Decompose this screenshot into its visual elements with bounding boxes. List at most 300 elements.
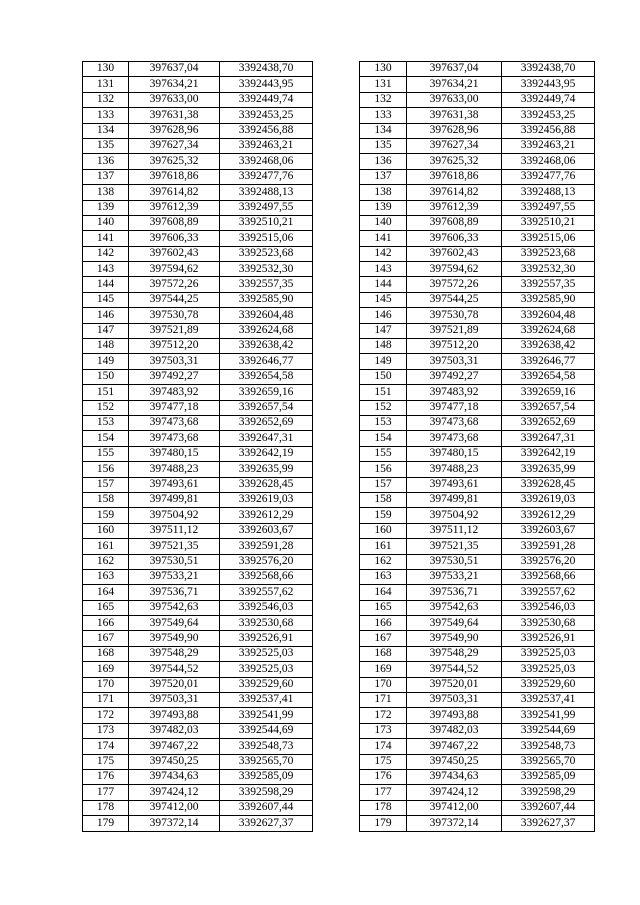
table-row [83,200,595,215]
left-y-coordinate-cell: 3392548,73 [220,739,313,754]
right-point-number-cell: 149 [360,354,407,369]
left-y-coordinate-cell: 3392453,25 [220,108,313,123]
right-x-coordinate-cell: 397520,01 [407,677,502,692]
right-point-number-cell: 146 [360,308,407,323]
right-point-number-cell: 158 [360,492,407,507]
table-row [83,585,595,600]
right-point-number-cell: 165 [360,600,407,615]
left-point-number-cell: 157 [83,477,129,492]
left-point-number-cell: 161 [83,539,129,554]
right-point-number-cell: 154 [360,431,407,446]
column-spacer [313,769,360,784]
right-y-coordinate-cell: 3392619,03 [502,492,595,507]
left-point-number-cell: 162 [83,554,129,569]
right-x-coordinate-cell: 397549,90 [407,631,502,646]
right-x-coordinate-cell: 397372,14 [407,816,502,831]
left-point-number-cell: 140 [83,215,129,230]
right-y-coordinate-cell: 3392526,91 [502,631,595,646]
right-x-coordinate-cell: 397606,33 [407,231,502,246]
left-y-coordinate-cell: 3392591,28 [220,539,313,554]
column-spacer [313,323,360,338]
left-x-coordinate-cell: 397483,92 [129,385,220,400]
table-row [83,785,595,800]
left-x-coordinate-cell: 397521,35 [129,539,220,554]
column-spacer [313,554,360,569]
left-y-coordinate-cell: 3392652,69 [220,415,313,430]
left-y-coordinate-cell: 3392657,54 [220,400,313,415]
left-point-number-cell: 175 [83,754,129,769]
table-row [83,62,595,77]
right-point-number-cell: 175 [360,754,407,769]
right-x-coordinate-cell: 397634,21 [407,77,502,92]
left-x-coordinate-cell: 397372,14 [129,816,220,831]
left-x-coordinate-cell: 397521,89 [129,323,220,338]
right-y-coordinate-cell: 3392557,62 [502,585,595,600]
right-point-number-cell: 170 [360,677,407,692]
left-point-number-cell: 165 [83,600,129,615]
right-x-coordinate-cell: 397482,03 [407,723,502,738]
table-row [83,123,595,138]
right-point-number-cell: 140 [360,215,407,230]
right-y-coordinate-cell: 3392515,06 [502,231,595,246]
right-point-number-cell: 133 [360,108,407,123]
right-point-number-cell: 179 [360,816,407,831]
left-x-coordinate-cell: 397637,04 [129,62,220,77]
right-x-coordinate-cell: 397450,25 [407,754,502,769]
left-point-number-cell: 168 [83,646,129,661]
left-y-coordinate-cell: 3392510,21 [220,215,313,230]
right-point-number-cell: 147 [360,323,407,338]
column-spacer [313,816,360,831]
left-y-coordinate-cell: 3392477,76 [220,169,313,184]
left-x-coordinate-cell: 397530,51 [129,554,220,569]
left-x-coordinate-cell: 397614,82 [129,185,220,200]
right-x-coordinate-cell: 397488,23 [407,462,502,477]
right-x-coordinate-cell: 397614,82 [407,185,502,200]
left-x-coordinate-cell: 397477,18 [129,400,220,415]
left-x-coordinate-cell: 397467,22 [129,739,220,754]
left-y-coordinate-cell: 3392532,30 [220,262,313,277]
left-y-coordinate-cell: 3392456,88 [220,123,313,138]
left-point-number-cell: 155 [83,446,129,461]
table-row [83,477,595,492]
right-x-coordinate-cell: 397499,81 [407,492,502,507]
coordinates-table [82,61,595,832]
column-spacer [313,508,360,523]
left-point-number-cell: 144 [83,277,129,292]
left-y-coordinate-cell: 3392576,20 [220,554,313,569]
right-point-number-cell: 138 [360,185,407,200]
left-y-coordinate-cell: 3392585,90 [220,292,313,307]
right-point-number-cell: 142 [360,246,407,261]
right-x-coordinate-cell: 397521,89 [407,323,502,338]
left-y-coordinate-cell: 3392463,21 [220,138,313,153]
right-x-coordinate-cell: 397548,29 [407,646,502,661]
column-spacer [313,262,360,277]
right-y-coordinate-cell: 3392544,69 [502,723,595,738]
right-x-coordinate-cell: 397473,68 [407,415,502,430]
right-x-coordinate-cell: 397608,89 [407,215,502,230]
left-y-coordinate-cell: 3392624,68 [220,323,313,338]
left-y-coordinate-cell: 3392585,09 [220,769,313,784]
left-y-coordinate-cell: 3392654,58 [220,369,313,384]
right-x-coordinate-cell: 397542,63 [407,600,502,615]
table-row [83,523,595,538]
left-x-coordinate-cell: 397493,88 [129,708,220,723]
right-y-coordinate-cell: 3392585,90 [502,292,595,307]
left-point-number-cell: 174 [83,739,129,754]
column-spacer [313,138,360,153]
right-point-number-cell: 159 [360,508,407,523]
right-y-coordinate-cell: 3392654,58 [502,369,595,384]
right-y-coordinate-cell: 3392604,48 [502,308,595,323]
right-point-number-cell: 168 [360,646,407,661]
right-y-coordinate-cell: 3392530,68 [502,616,595,631]
right-y-coordinate-cell: 3392628,45 [502,477,595,492]
table-row [83,262,595,277]
right-x-coordinate-cell: 397521,35 [407,539,502,554]
column-spacer [313,154,360,169]
left-point-number-cell: 158 [83,492,129,507]
left-point-number-cell: 130 [83,62,129,77]
left-y-coordinate-cell: 3392488,13 [220,185,313,200]
right-point-number-cell: 130 [360,62,407,77]
right-point-number-cell: 144 [360,277,407,292]
left-point-number-cell: 171 [83,693,129,708]
right-x-coordinate-cell: 397637,04 [407,62,502,77]
left-x-coordinate-cell: 397503,31 [129,693,220,708]
left-point-number-cell: 166 [83,616,129,631]
right-point-number-cell: 169 [360,662,407,677]
table-row [83,462,595,477]
column-spacer [313,446,360,461]
right-point-number-cell: 161 [360,539,407,554]
coordinates-table-body [83,62,595,832]
left-y-coordinate-cell: 3392659,16 [220,385,313,400]
column-spacer [313,523,360,538]
right-y-coordinate-cell: 3392548,73 [502,739,595,754]
left-y-coordinate-cell: 3392515,06 [220,231,313,246]
right-point-number-cell: 172 [360,708,407,723]
right-point-number-cell: 166 [360,616,407,631]
left-x-coordinate-cell: 397488,23 [129,462,220,477]
left-x-coordinate-cell: 397542,63 [129,600,220,615]
column-spacer [313,231,360,246]
table-row [83,246,595,261]
left-point-number-cell: 146 [83,308,129,323]
right-y-coordinate-cell: 3392463,21 [502,138,595,153]
table-row [83,508,595,523]
right-x-coordinate-cell: 397628,96 [407,123,502,138]
left-y-coordinate-cell: 3392438,70 [220,62,313,77]
table-row [83,77,595,92]
right-point-number-cell: 176 [360,769,407,784]
table-row [83,739,595,754]
right-y-coordinate-cell: 3392510,21 [502,215,595,230]
right-x-coordinate-cell: 397625,32 [407,154,502,169]
left-y-coordinate-cell: 3392619,03 [220,492,313,507]
right-x-coordinate-cell: 397511,12 [407,523,502,538]
left-point-number-cell: 132 [83,92,129,107]
table-row [83,492,595,507]
left-y-coordinate-cell: 3392604,48 [220,308,313,323]
left-x-coordinate-cell: 397450,25 [129,754,220,769]
right-point-number-cell: 171 [360,693,407,708]
right-x-coordinate-cell: 397493,61 [407,477,502,492]
left-point-number-cell: 152 [83,400,129,415]
right-x-coordinate-cell: 397633,00 [407,92,502,107]
left-x-coordinate-cell: 397504,92 [129,508,220,523]
table-row [83,800,595,815]
left-point-number-cell: 148 [83,339,129,354]
left-x-coordinate-cell: 397627,34 [129,138,220,153]
left-y-coordinate-cell: 3392541,99 [220,708,313,723]
right-y-coordinate-cell: 3392603,67 [502,523,595,538]
left-x-coordinate-cell: 397473,68 [129,431,220,446]
column-spacer [313,693,360,708]
left-y-coordinate-cell: 3392557,35 [220,277,313,292]
right-y-coordinate-cell: 3392657,54 [502,400,595,415]
column-spacer [313,369,360,384]
right-point-number-cell: 141 [360,231,407,246]
left-point-number-cell: 173 [83,723,129,738]
right-x-coordinate-cell: 397512,20 [407,339,502,354]
table-row [83,723,595,738]
right-x-coordinate-cell: 397483,92 [407,385,502,400]
column-spacer [313,215,360,230]
left-point-number-cell: 136 [83,154,129,169]
table-row [83,769,595,784]
table-row [83,292,595,307]
table-row [83,600,595,615]
right-x-coordinate-cell: 397627,34 [407,138,502,153]
right-y-coordinate-cell: 3392525,03 [502,646,595,661]
right-x-coordinate-cell: 397412,00 [407,800,502,815]
right-y-coordinate-cell: 3392635,99 [502,462,595,477]
table-row [83,554,595,569]
table-row [83,354,595,369]
table-row [83,539,595,554]
right-y-coordinate-cell: 3392647,31 [502,431,595,446]
right-x-coordinate-cell: 397493,88 [407,708,502,723]
column-spacer [313,800,360,815]
left-point-number-cell: 147 [83,323,129,338]
table-row [83,431,595,446]
right-x-coordinate-cell: 397612,39 [407,200,502,215]
left-x-coordinate-cell: 397520,01 [129,677,220,692]
left-point-number-cell: 143 [83,262,129,277]
right-point-number-cell: 163 [360,569,407,584]
right-point-number-cell: 162 [360,554,407,569]
right-x-coordinate-cell: 397467,22 [407,739,502,754]
table-row [83,339,595,354]
left-point-number-cell: 138 [83,185,129,200]
column-spacer [313,292,360,307]
right-y-coordinate-cell: 3392652,69 [502,415,595,430]
right-x-coordinate-cell: 397530,51 [407,554,502,569]
column-spacer [313,600,360,615]
right-x-coordinate-cell: 397594,62 [407,262,502,277]
right-x-coordinate-cell: 397602,43 [407,246,502,261]
right-y-coordinate-cell: 3392627,37 [502,816,595,831]
left-point-number-cell: 163 [83,569,129,584]
right-y-coordinate-cell: 3392449,74 [502,92,595,107]
table-row [83,816,595,831]
left-point-number-cell: 164 [83,585,129,600]
left-x-coordinate-cell: 397608,89 [129,215,220,230]
right-y-coordinate-cell: 3392557,35 [502,277,595,292]
right-y-coordinate-cell: 3392598,29 [502,785,595,800]
right-x-coordinate-cell: 397477,18 [407,400,502,415]
right-y-coordinate-cell: 3392523,68 [502,246,595,261]
table-row [83,631,595,646]
right-point-number-cell: 153 [360,415,407,430]
right-x-coordinate-cell: 397544,52 [407,662,502,677]
left-x-coordinate-cell: 397628,96 [129,123,220,138]
right-point-number-cell: 136 [360,154,407,169]
right-x-coordinate-cell: 397480,15 [407,446,502,461]
right-y-coordinate-cell: 3392453,25 [502,108,595,123]
column-spacer [313,477,360,492]
left-y-coordinate-cell: 3392635,99 [220,462,313,477]
right-x-coordinate-cell: 397544,25 [407,292,502,307]
left-x-coordinate-cell: 397606,33 [129,231,220,246]
right-point-number-cell: 178 [360,800,407,815]
left-point-number-cell: 149 [83,354,129,369]
left-point-number-cell: 134 [83,123,129,138]
right-y-coordinate-cell: 3392546,03 [502,600,595,615]
right-point-number-cell: 157 [360,477,407,492]
column-spacer [313,400,360,415]
table-row [83,92,595,107]
right-point-number-cell: 156 [360,462,407,477]
right-x-coordinate-cell: 397572,26 [407,277,502,292]
right-x-coordinate-cell: 397618,86 [407,169,502,184]
right-point-number-cell: 148 [360,339,407,354]
table-row [83,662,595,677]
left-point-number-cell: 150 [83,369,129,384]
left-point-number-cell: 135 [83,138,129,153]
right-y-coordinate-cell: 3392568,66 [502,569,595,584]
right-x-coordinate-cell: 397473,68 [407,431,502,446]
left-point-number-cell: 153 [83,415,129,430]
right-point-number-cell: 132 [360,92,407,107]
left-x-coordinate-cell: 397533,21 [129,569,220,584]
left-y-coordinate-cell: 3392612,29 [220,508,313,523]
left-x-coordinate-cell: 397492,27 [129,369,220,384]
right-y-coordinate-cell: 3392537,41 [502,693,595,708]
left-y-coordinate-cell: 3392523,68 [220,246,313,261]
column-spacer [313,785,360,800]
right-point-number-cell: 137 [360,169,407,184]
left-y-coordinate-cell: 3392525,03 [220,646,313,661]
column-spacer [313,585,360,600]
column-spacer [313,77,360,92]
left-point-number-cell: 170 [83,677,129,692]
column-spacer [313,739,360,754]
right-y-coordinate-cell: 3392532,30 [502,262,595,277]
left-x-coordinate-cell: 397549,64 [129,616,220,631]
right-point-number-cell: 152 [360,400,407,415]
right-y-coordinate-cell: 3392642,19 [502,446,595,461]
left-x-coordinate-cell: 397511,12 [129,523,220,538]
right-y-coordinate-cell: 3392468,06 [502,154,595,169]
table-row [83,185,595,200]
left-x-coordinate-cell: 397602,43 [129,246,220,261]
right-point-number-cell: 131 [360,77,407,92]
left-y-coordinate-cell: 3392443,95 [220,77,313,92]
left-point-number-cell: 141 [83,231,129,246]
table-row [83,708,595,723]
right-y-coordinate-cell: 3392624,68 [502,323,595,338]
left-y-coordinate-cell: 3392468,06 [220,154,313,169]
left-x-coordinate-cell: 397594,62 [129,262,220,277]
table-row [83,616,595,631]
left-x-coordinate-cell: 397482,03 [129,723,220,738]
left-x-coordinate-cell: 397544,25 [129,292,220,307]
right-y-coordinate-cell: 3392585,09 [502,769,595,784]
table-row [83,169,595,184]
left-y-coordinate-cell: 3392526,91 [220,631,313,646]
right-x-coordinate-cell: 397549,64 [407,616,502,631]
right-y-coordinate-cell: 3392591,28 [502,539,595,554]
right-point-number-cell: 174 [360,739,407,754]
left-y-coordinate-cell: 3392647,31 [220,431,313,446]
column-spacer [313,123,360,138]
right-y-coordinate-cell: 3392638,42 [502,339,595,354]
right-x-coordinate-cell: 397530,78 [407,308,502,323]
column-spacer [313,185,360,200]
left-point-number-cell: 139 [83,200,129,215]
column-spacer [313,354,360,369]
left-x-coordinate-cell: 397544,52 [129,662,220,677]
table-row [83,646,595,661]
column-spacer [313,677,360,692]
right-point-number-cell: 134 [360,123,407,138]
column-spacer [313,462,360,477]
left-y-coordinate-cell: 3392529,60 [220,677,313,692]
left-x-coordinate-cell: 397631,38 [129,108,220,123]
left-y-coordinate-cell: 3392565,70 [220,754,313,769]
left-x-coordinate-cell: 397412,00 [129,800,220,815]
left-x-coordinate-cell: 397634,21 [129,77,220,92]
column-spacer [313,415,360,430]
left-x-coordinate-cell: 397424,12 [129,785,220,800]
left-y-coordinate-cell: 3392530,68 [220,616,313,631]
column-spacer [313,492,360,507]
table-row [83,369,595,384]
table-row [83,415,595,430]
column-spacer [313,723,360,738]
right-y-coordinate-cell: 3392438,70 [502,62,595,77]
right-point-number-cell: 145 [360,292,407,307]
right-point-number-cell: 143 [360,262,407,277]
left-y-coordinate-cell: 3392497,55 [220,200,313,215]
right-y-coordinate-cell: 3392497,55 [502,200,595,215]
table-row [83,138,595,153]
right-y-coordinate-cell: 3392646,77 [502,354,595,369]
column-spacer [313,539,360,554]
left-point-number-cell: 176 [83,769,129,784]
left-point-number-cell: 151 [83,385,129,400]
right-x-coordinate-cell: 397503,31 [407,354,502,369]
left-y-coordinate-cell: 3392449,74 [220,92,313,107]
table-row [83,108,595,123]
right-x-coordinate-cell: 397503,31 [407,693,502,708]
column-spacer [313,646,360,661]
column-spacer [313,169,360,184]
left-x-coordinate-cell: 397612,39 [129,200,220,215]
